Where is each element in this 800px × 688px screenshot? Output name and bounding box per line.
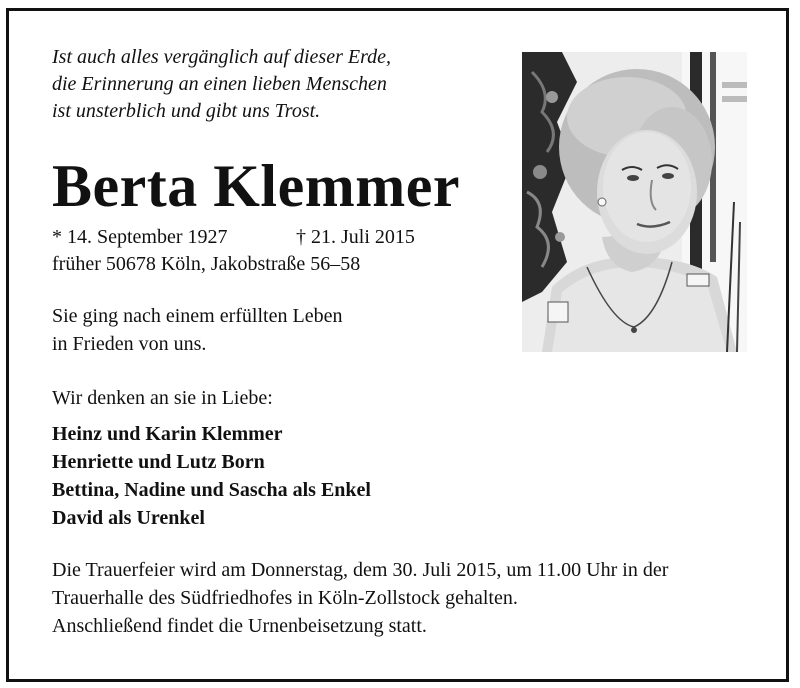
mourner: Heinz und Karin Klemmer bbox=[52, 423, 283, 445]
death-date: † 21. Juli 2015 bbox=[296, 226, 415, 248]
birth-date: * 14. September 1927 bbox=[52, 226, 228, 248]
mourner: Henriette und Lutz Born bbox=[52, 451, 265, 473]
funeral-line: Trauerhalle des Südfriedhofes in Köln-Zollstock gehalten. bbox=[52, 587, 518, 609]
funeral-line: Die Trauerfeier wird am Donnerstag, dem 30. Juli 2015, um 11.00 Uhr in der bbox=[52, 559, 669, 581]
mourner: David als Urenkel bbox=[52, 507, 205, 529]
life-dates bbox=[52, 224, 415, 251]
poem-line: Ist auch alles vergänglich auf dieser Erde, bbox=[52, 46, 392, 68]
remembrance-intro: Wir denken an sie in Liebe: bbox=[52, 387, 273, 409]
portrait-photo bbox=[522, 52, 747, 352]
funeral-details bbox=[52, 556, 668, 640]
message-line: Sie ging nach einem erfüllten Leben bbox=[52, 305, 343, 327]
funeral-line: Anschließend findet die Urnenbeisetzung statt. bbox=[52, 615, 427, 637]
former-address: früher 50678 Köln, Jakobstraße 56–58 bbox=[52, 253, 361, 275]
farewell-message bbox=[52, 302, 342, 358]
deceased-name: Berta Klemmer bbox=[52, 153, 460, 219]
memorial-poem bbox=[52, 44, 391, 125]
poem-line: die Erinnerung an einen lieben Menschen bbox=[52, 73, 387, 95]
message-line: in Frieden von uns. bbox=[52, 333, 207, 355]
mourner: Bettina, Nadine und Sascha als Enkel bbox=[52, 479, 371, 501]
poem-line: ist unsterblich und gibt uns Trost. bbox=[52, 100, 321, 122]
mourners-list bbox=[52, 420, 371, 532]
